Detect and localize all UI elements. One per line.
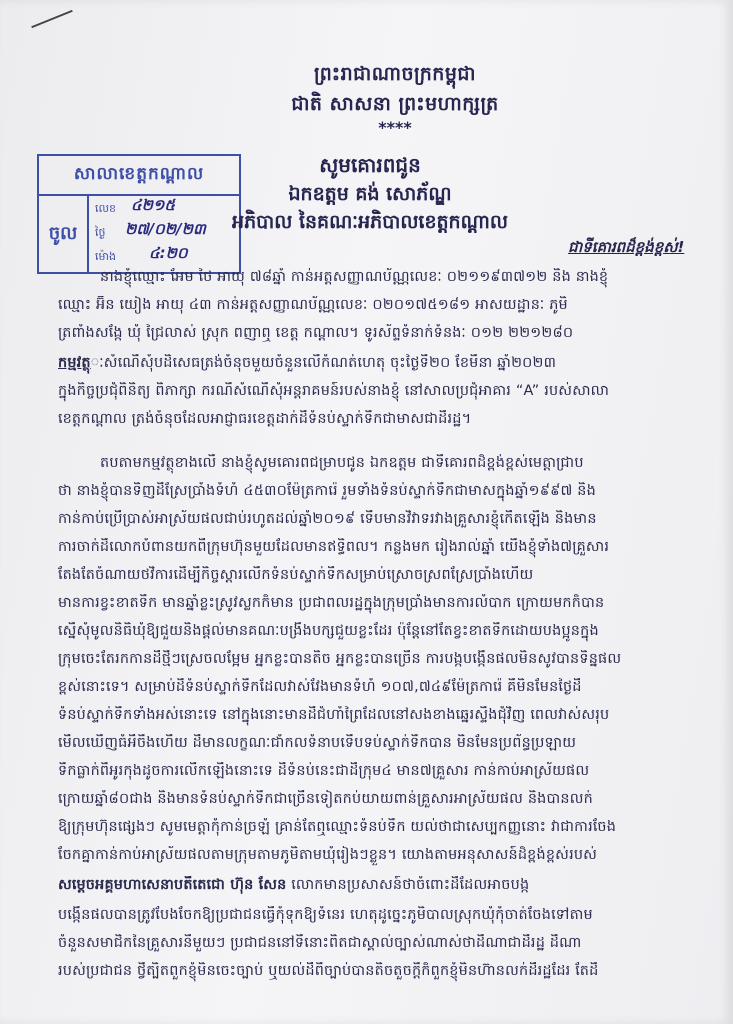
subject-line-3: ខេត្តកណ្ដាល ត្រង់ចំនុចដែលអាជ្ញាធរខេត្តដាក់ដីទំនប់ស្ទាក់ទឹកជាមាសជាដីរដ្ឋ។: [58, 411, 472, 427]
body-line-10: ទំនប់ស្ទាក់ទឹកទាំងអស់នោះទេ នៅក្នុងនោះមានដីជំហាំព្រៃដែលនៅសងខាងឆ្នេរស្ទឹងជុំវិញ ពេលវាស់សរុប: [58, 707, 610, 723]
body-line-9: ខ្ពស់នោះទេ។ សម្រាប់ដីទំនប់ស្ទាក់ទឹកដែលវាស់វែងមានទំហំ ១០៧,៧៤៩ម៉ែត្រការ៉េ គឺមិនមែនថ្ងៃដី: [58, 679, 582, 695]
stamp-number-handwritten: ៤២១៥: [131, 196, 175, 214]
body-line-18: ចំនួនសមាជិកនៃគ្រួសារនីមួយៗ ប្រជាជននៅទីនោះពិតជាស្គាល់ច្បាស់ណាស់ថាដីណាជាដីរដ្ឋ ដីណា: [58, 935, 582, 951]
subject-line-2: ក្នុងកិច្ចប្រជុំពិនិត្យ ពិភាក្សា ករណីសំណើសុំអន្តរាគមន៍របស់នាងខ្ញុំ នៅសាលប្រជុំអាគារ “A” របស់សាលា: [58, 383, 610, 399]
body-line-15: ចែកគ្នាកាន់កាប់អាស្រ័យផលតាមក្រុមតាមភូមិតាមឃុំរៀងៗខ្លួន។ យោងតាមអនុសាសន៍ដ៏ខ្ពង់ខ្ពស់របស់: [58, 847, 598, 863]
prime-minister-name: សម្ដេចអគ្គមហាសេនាបតីតេជោ ហ៊ុន សែន: [58, 877, 287, 893]
address-line-1: សូមគោរពជូន: [319, 153, 421, 177]
intro-line-2: ឈ្មោះ អ៊ិន យៀង អាយុ ៤៣ កាន់អត្តសញ្ញាណប័ណ្ណលេខៈ ០២០១៧៥១៨១ អាសយដ្ឋានៈ ភូមិ: [58, 297, 568, 313]
pen-mark: [31, 10, 73, 28]
body-line-5: តែងតែចំណាយថវិការដើម្បីកិច្ចស្ដារលើកទំនប់ស្ទាក់ទឹកសម្រាប់ស្រោចស្រពស្រែប្រាំងហើយ: [58, 567, 534, 583]
body-line-1: តបតាមកម្មវត្ថុខាងលើ នាងខ្ញុំសូមគោរពជម្រាបជូន ឯកឧត្តម ជាទីគោរពដ៏ខ្ពង់ខ្ពស់មេត្តាជ្រាប: [100, 455, 584, 471]
body-line-11: មើលឃើញធំអឺចឹងហើយ ដីមានលក្ខណៈជាំកលទំនាបទើបទប់ស្ទាក់ទឹកបាន មិនមែនប្រព័ន្ធប្រឡាយ: [58, 735, 577, 751]
body-line-7: ស្នើសុំមូលនិធិឃុំឱ្យជួយនិងផ្ដល់មានគណៈបង្រឹងបក្សជួយខ្លះដែរ ប៉ុន្តែនៅតែខ្វះខាតទឹកដោយបងប្អូនក្នុង: [58, 623, 599, 639]
stamp-time-handwritten: ៤:២០: [149, 244, 188, 262]
stamp-row-time-label: ម៉ោង: [95, 250, 116, 263]
subject-label: កម្មវត្ថុ: [58, 355, 91, 371]
body-line-16: [58, 876, 690, 897]
stamp-title: សាលាខេត្តកណ្ដាល: [39, 156, 239, 196]
body-line-17: បង្កើនផលបានត្រូវបែងចែកឱ្យប្រជាជនធ្វើកុំទុកឱ្យទំនេរ ហេតុដូច្នេះភូមិបាលស្រុកឃុំកុំចាត់ចែងទៅតាម: [58, 907, 593, 923]
body-line-13: ក្រោយឆ្នាំ៨០ជាង និងមានទំនប់ស្ទាក់ទឹកជាច្រើនទៀតកប់យាយពាន់គ្រួសារអាស្រ័យផល និងបានលក់: [58, 791, 593, 807]
address-line-2: ឯកឧត្តម គង់ សោភ័ណ្ឌ: [288, 183, 452, 205]
prime-minister-statement: លោកមានប្រសាសន៍ថាចំពោះដីដែលអាចបង្ក: [286, 877, 530, 893]
intro-line-1: នាងខ្ញុំឈ្មោះ អែម ថៃ អាយុ ៧៨ឆ្នាំ កាន់អត្តសញ្ញាណប័ណ្ណលេខៈ ០២១១៩៣៧១២ និង នាងខ្ញុំ: [100, 269, 609, 285]
intro-line-3: ត្រពាំងសង្កែ ឃុំ ជ្រៃលាស់ ស្រុក ពញាឮ ខេត្ត កណ្ដាល។ ទូរស័ព្ទទំនាក់ទំនងៈ ០១២ ២២១២៨០: [58, 325, 574, 341]
header-stars: ****: [378, 118, 412, 137]
stamp-row-date-label: ថ្ងៃ: [95, 226, 106, 239]
subject-text: ៈសំណើសុំបដិសេធត្រង់ចំនុចមួយចំនួនលើកំណត់ហេតុ ចុះថ្ងៃទី២០ ខែមីនា ឆ្នាំ២០២៣: [90, 355, 557, 371]
body-line-4: ការចាក់ដីលោកបំពានយកពីក្រុមហ៊ុនមួយដែលមានឥទ្ធិពល។ កន្លងមក រៀងរាល់ឆ្នាំ យើងខ្ញុំទាំង៧គ្រួសារ: [58, 539, 610, 555]
subject-line-1: [58, 354, 690, 375]
body-line-19: របស់ប្រជាជន ថ្វីត្បិតពួកខ្ញុំមិនចេះច្បាប់ ឬយល់ដីពីច្បាប់បានតិចតួចក្ដីក៏ពួកខ្ញុំមិនហ៊ានលក់ដីរដ្ឋដែរ តែដី: [58, 963, 599, 979]
body-line-12: ទឹកធ្លាក់ពីអូរកុងដូចការលើកឡើងនោះទេ ដីទំនប់នេះជាដីក្រុម៤ មាន៧គ្រួសារ កាន់កាប់អាស្រ័យផល: [58, 763, 590, 779]
stamp-row-number-label: លេខ: [95, 202, 116, 215]
address-line-3: អភិបាល នៃគណៈអភិបាលខេត្តកណ្ដាល: [232, 211, 508, 233]
body-line-8: ក្រុមចេះតែរកកានដីថ្មីៗស្រេចលម្អែម អ្នកខ្លះបានតិច អ្នកខ្លះបានច្រើន ការបង្កបង្កើនផលមិនសូវបានទិន្នផល: [58, 651, 622, 667]
national-motto: ជាតិ សាសនា ព្រះមហាក្សត្រ: [291, 93, 499, 115]
body-line-2: ថា នាងខ្ញុំបានទិញដីស្រែប្រាំងទំហំ ៤៥៣០ម៉ែត្រការ៉េ រួមទាំងទំនប់ស្ទាក់ទឹកជាមាសក្នុងឆ្នាំ១៩៩៧ និង: [58, 483, 596, 499]
body-line-6: មានការខ្វះខាតទឹក មានឆ្នាំខ្លះស្រូវស្លកក៏មាន ប្រជាពលរដ្ឋក្នុងក្រុមប្រាំងមានការលំបាក ក្រោយមកក៏បាន: [58, 595, 605, 611]
stamp-date-handwritten: ២៧/០២/២៣: [125, 220, 206, 238]
body-line-14: ឱ្យក្រុមហ៊ុនផ្សេងៗ សូមមេត្តាកុំកាន់ច្រឡំ គ្រាន់តែឮឈ្មោះទំនប់ទឹក យល់ថាជាសេប្បកញ្ញនោះ វាជាការចែង: [58, 819, 617, 835]
stamp-side-label: ចូល: [39, 196, 89, 272]
body-line-3: កាន់កាប់ប្រើប្រាស់អាស្រ័យផលជាប់រហូតដល់ឆ្នាំ២០១៩ ទើបមានវិវាទរវាងគ្រួសារខ្ញុំកើតឡើង និងមាន: [58, 511, 597, 527]
kingdom-title: ព្រះរាជាណាចក្រកម្ពុជា: [314, 63, 476, 85]
honorific-salutation: ជាទីគោរពដ៏ខ្ពង់ខ្ពស់!: [568, 238, 685, 256]
